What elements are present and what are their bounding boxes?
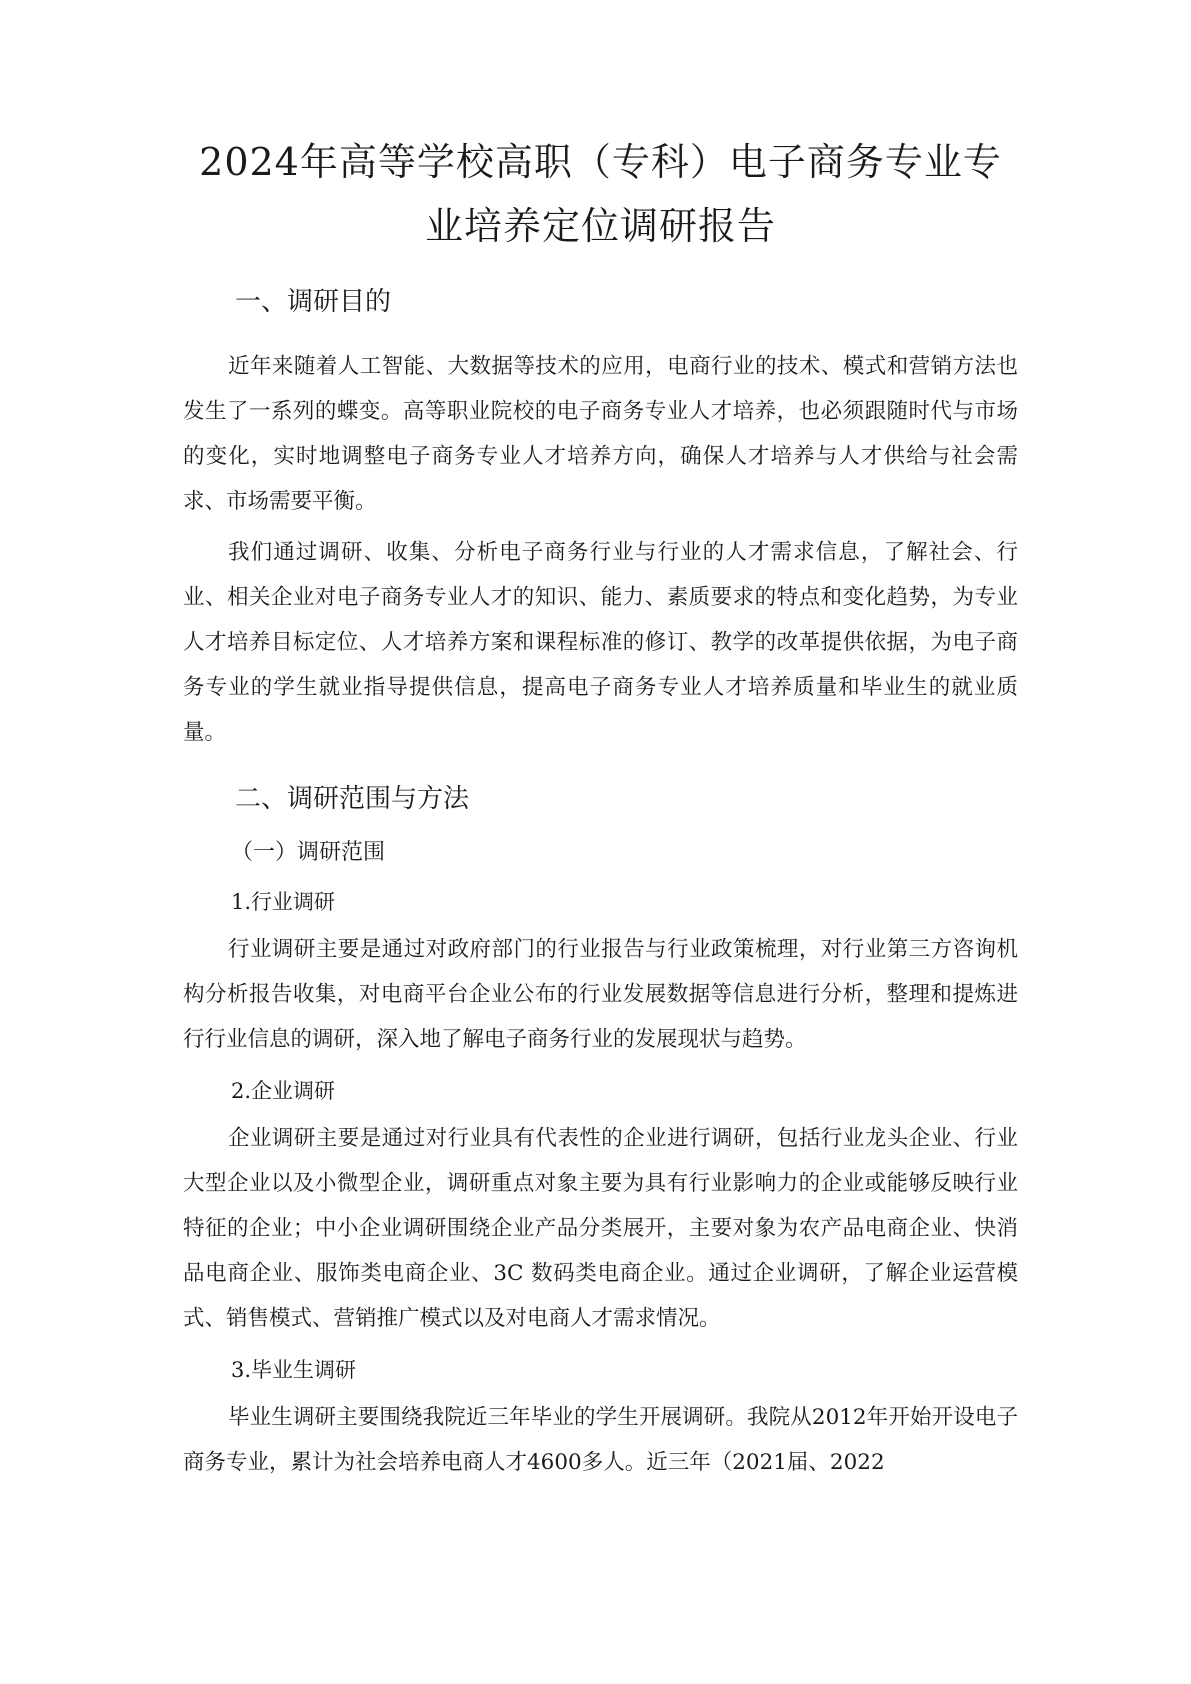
item-heading-enterprise: 2.企业调研 (231, 1079, 336, 1103)
title-line-2: 业培养定位调研报告 (424, 204, 776, 248)
paragraph: 企业调研主要是通过对行业具有代表性的企业进行调研，包括行业龙头企业、行业大型企业以及小微型企业，调研重点对象主要为具有行业影响力的企业或能够反映行业特征的企业；中小企业调研围绕企业产品分类展开，主要对象为农产品电商企业、快消品电商企业、服饰类电商企业、3C 数码类电商企业。通过企业调研，了解企业运营模式、销售模式、营销推广模式以及对电商人才需求情况。 (183, 1126, 1018, 1331)
document-title (183, 130, 1018, 258)
paragraph: 行业调研主要是通过对政府部门的行业报告与行业政策梳理，对行业第三方咨询机构分析报告收集，对电商平台企业公布的行业发展数据等信息进行分析，整理和提炼进行行业信息的调研，深入地了解电子商务行业的发展现状与趋势。 (183, 937, 1018, 1052)
document-body (183, 130, 1018, 1485)
subsection-heading-scope: （一）调研范围 (231, 840, 386, 865)
paragraph: 毕业生调研主要围绕我院近三年毕业的学生开展调研。我院从2012年开始开设电子商务专业，累计为社会培养电商人才4600多人。近三年（2021届、2022 (183, 1405, 1018, 1475)
section-heading-purpose: 一、调研目的 (235, 287, 392, 317)
title-line-1: 2024年高等学校高职（专科）电子商务专业专 (199, 140, 1002, 184)
paragraph: 我们通过调研、收集、分析电子商务行业与行业的人才需求信息，了解社会、行业、相关企业对电子商务专业人才的知识、能力、素质要求的特点和变化趋势，为专业人才培养目标定位、人才培养方案和课程标准的修订、教学的改革提供依据，为电子商务专业的学生就业指导提供信息，提高电子商务专业人才培养质量和毕业生的就业质量。 (183, 540, 1018, 745)
item-heading-graduate: 3.毕业生调研 (231, 1358, 357, 1382)
item-heading-industry: 1.行业调研 (231, 890, 336, 914)
paragraph: 近年来随着人工智能、大数据等技术的应用，电商行业的技术、模式和营销方法也发生了一系列的蝶变。高等职业院校的电子商务专业人才培养，也必须跟随时代与市场的变化，实时地调整电子商务专业人才培养方向，确保人才培养与人才供给与社会需求、市场需要平衡。 (183, 354, 1018, 514)
section-heading-scope-method: 二、调研范围与方法 (235, 784, 470, 814)
